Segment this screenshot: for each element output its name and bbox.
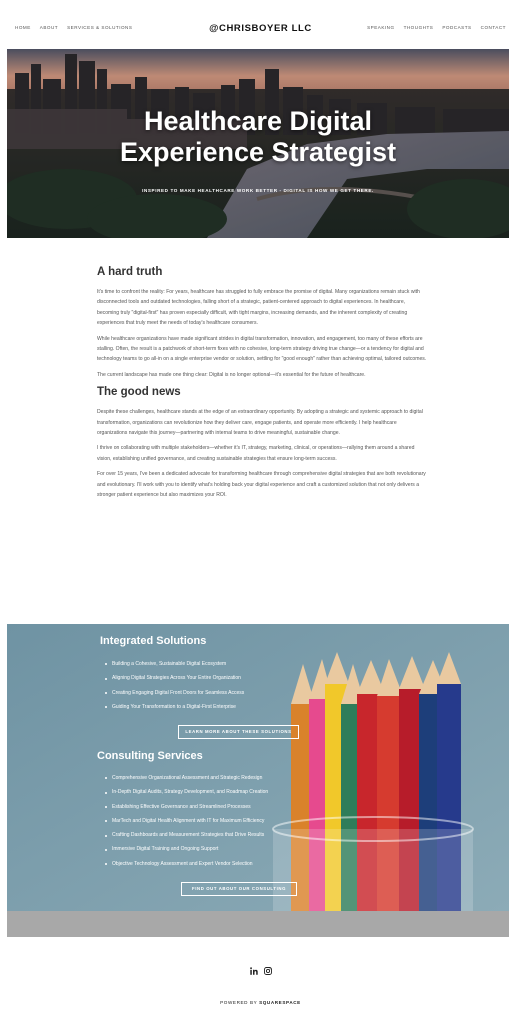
integrated-solutions-list bbox=[104, 657, 244, 714]
heading-hard-truth: A hard truth bbox=[97, 266, 163, 278]
site-header bbox=[0, 0, 521, 56]
learn-more-solutions-button[interactable]: LEARN MORE ABOUT THESE SOLUTIONS bbox=[178, 725, 299, 739]
hero-title-line1: Healthcare Digital bbox=[143, 106, 373, 136]
nav-services[interactable]: SERVICES & SOLUTIONS bbox=[67, 25, 133, 30]
linkedin-icon[interactable] bbox=[250, 967, 258, 975]
hero-tagline: INSPIRED TO MAKE HEALTHCARE WORK BETTER - DIGITAL IS HOW WE GET THERE. bbox=[142, 188, 374, 193]
intro-article bbox=[97, 266, 427, 506]
consulting-services-title: Consulting Services bbox=[97, 750, 203, 762]
paragraph: The current landscape has made one thing clear: Digital is no longer optional—it's essential for the future of healthcare. bbox=[97, 371, 366, 378]
list-item: Comprehensive Organizational Assessment and Strategic Redesign bbox=[104, 771, 268, 785]
nav-home[interactable]: HOME bbox=[15, 25, 31, 30]
list-item: MarTech and Digital Health Alignment with IT for Maximum Efficiency bbox=[104, 814, 268, 828]
instagram-icon[interactable] bbox=[264, 967, 272, 975]
list-item: Guiding Your Transformation to a Digital-First Enterprise bbox=[104, 700, 244, 714]
powered-by-squarespace[interactable] bbox=[0, 1000, 521, 1005]
powered-brand: SQUARESPACE bbox=[259, 1000, 301, 1005]
list-item: Objective Technology Assessment and Expert Vendor Selection bbox=[104, 857, 268, 871]
list-item: Creating Engaging Digital Front Doors for Seamless Access bbox=[104, 686, 244, 700]
hero-title-line2: Experience Strategist bbox=[119, 137, 397, 167]
social-links bbox=[0, 967, 521, 975]
hero-title bbox=[7, 106, 509, 168]
paragraph: Despite these challenges, healthcare stands at the edge of an extraordinary opportunity. By adopting a strategic and systemic approach to digital transformation, organizations can revolutionize how they deliver care, engage patients, and operate more efficiently. I help healthcare organizations navigate this journey—partnering with internal teams to drive meaningful, sustainable change. bbox=[97, 409, 423, 437]
solutions-section bbox=[7, 624, 509, 911]
paragraph: It's time to confront the reality: For years, healthcare has struggled to fully embrace the promise of digital. Many organizations remain stuck with disconnected tools and outdated technologies, falling short of a strategic, patient-centered approach to digital experiences. In healthcare, becoming truly "digital-first" has proven especially difficult, with tight margins, increasing demands, and the inherent complexity of creating experiences that truly meet the needs of today's healthcare consumers. bbox=[97, 289, 420, 327]
nav-speaking[interactable]: SPEAKING bbox=[367, 25, 395, 30]
list-item: Establishing Effective Governance and Streamlined Processes bbox=[104, 800, 268, 814]
nav-about[interactable]: ABOUT bbox=[39, 25, 59, 30]
site-logo[interactable]: @CHRISBOYER LLC bbox=[209, 23, 312, 34]
paragraph: For over 15 years, I've been a dedicated advocate for transforming healthcare through comprehensive digital strategies that are both revolutionary and evolutionary. I'll work with you to identify what's holding back your digital experience and craft a customized solution that not only delivers a stronger patient experience but also maximizes your ROI. bbox=[97, 471, 426, 499]
section-bottom-band bbox=[7, 911, 509, 937]
list-item: Building a Cohesive, Sustainable Digital Ecosystem bbox=[104, 657, 244, 671]
list-item: Immersive Digital Training and Ongoing Support bbox=[104, 842, 268, 856]
find-out-consulting-button[interactable]: FIND OUT ABOUT OUR CONSULTING bbox=[181, 882, 297, 896]
paragraph: I thrive on collaborating with multiple stakeholders—whether it's IT, strategy, marketing, clinical, or operations—rallying them around a shared vision, establishing unified governance, and creating sustainable strategies that ensure long-term success. bbox=[97, 445, 415, 462]
consulting-services-list bbox=[104, 771, 268, 871]
list-item: Crafting Dashboards and Measurement Strategies that Drive Results bbox=[104, 828, 268, 842]
hero-banner bbox=[7, 49, 509, 238]
powered-prefix: POWERED BY bbox=[220, 1000, 258, 1005]
nav-contact[interactable]: CONTACT bbox=[480, 25, 506, 30]
nav-right bbox=[367, 25, 506, 30]
nav-thoughts[interactable]: THOUGHTS bbox=[403, 25, 434, 30]
list-item: In-Depth Digital Audits, Strategy Development, and Roadmap Creation bbox=[104, 785, 268, 799]
heading-good-news: The good news bbox=[97, 386, 181, 399]
list-item: Aligning Digital Strategies Across Your Entire Organization bbox=[104, 671, 244, 685]
nav-podcasts[interactable]: PODCASTS bbox=[442, 25, 472, 30]
paragraph: While healthcare organizations have made significant strides in digital transformation, innovation, and engagement, too many of these efforts are stalling. Often, the result is a patchwork of short-term fixes with no cohesive, long-term strategy driving true change—or a tendency for digital and technology teams to go all-in on a single enterprise vendor or solution, settling for "good enough" rather than achieving optimal, tailored outcomes. bbox=[97, 335, 427, 363]
integrated-solutions-title: Integrated Solutions bbox=[100, 635, 207, 647]
